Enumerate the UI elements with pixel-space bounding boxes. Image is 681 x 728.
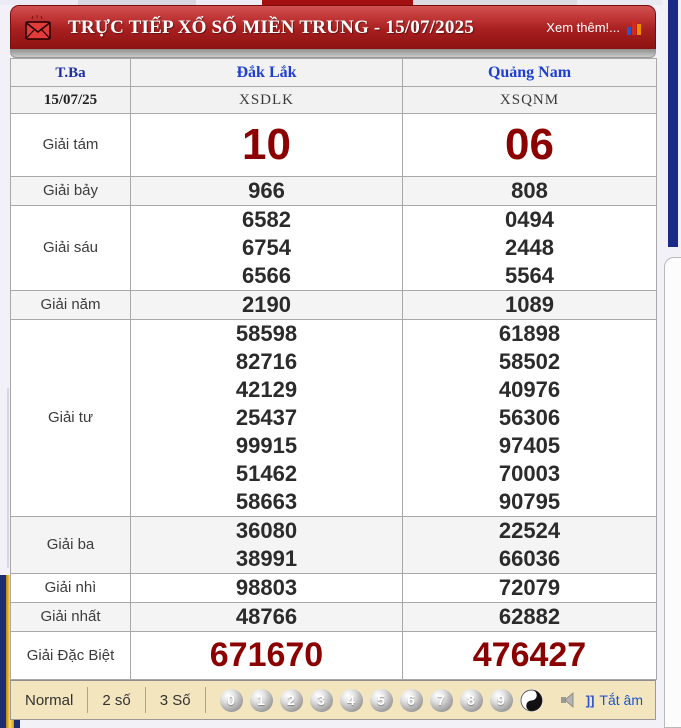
prize-value: 1089: [505, 292, 554, 317]
station-header-daklak[interactable]: Đắk Lắk: [236, 63, 297, 81]
date-row: [11, 87, 657, 114]
prize-value: 72079: [498, 575, 561, 600]
prize-value: 58663: [235, 489, 298, 514]
page-title: TRỰC TIẾP XỔ SỐ MIỀN TRUNG - 15/07/2025: [68, 16, 474, 38]
bar-chart-icon[interactable]: [627, 20, 641, 35]
prize-value: 10: [242, 120, 291, 169]
digit-ball-6[interactable]: 6: [400, 689, 423, 712]
mode-button-3so[interactable]: 3 Số: [159, 691, 191, 709]
prize-value: 25437: [235, 405, 298, 430]
prize-label: Giải Đặc Biệt: [26, 646, 115, 664]
adjacent-panel-corner: [664, 257, 681, 728]
prize-value: 82716: [235, 349, 298, 374]
left-panel-edge: [7, 388, 9, 568]
sound-waves-icon: ]]: [585, 692, 595, 708]
digit-ball-8[interactable]: 8: [460, 689, 483, 712]
prize-value: 476427: [472, 636, 587, 674]
footer-divider: [205, 687, 206, 713]
prize-label: Giải bảy: [42, 182, 99, 199]
prize-value: 2190: [242, 292, 291, 317]
prize-value: 2448: [505, 235, 554, 260]
prize-value: 66036: [498, 546, 561, 571]
prize-row: [11, 114, 657, 177]
prize-row: [11, 291, 657, 320]
prize-label: Giải ba: [46, 536, 95, 553]
prize-label: Giải nhất: [40, 608, 101, 625]
prize-row: [11, 177, 657, 206]
prize-value: 90795: [498, 489, 561, 514]
digit-ball-2[interactable]: 2: [280, 689, 303, 712]
station-code-quangnam: XSQNM: [499, 92, 560, 108]
digit-ball-5[interactable]: 5: [370, 689, 393, 712]
prize-value: 56306: [498, 405, 561, 430]
station-header-quangnam[interactable]: Quảng Nam: [487, 63, 572, 81]
prize-value: 42129: [235, 377, 298, 402]
widget-header: [10, 5, 656, 49]
footer-bar: [10, 680, 656, 720]
prize-value: 6582: [242, 207, 291, 232]
prize-value: 51462: [235, 461, 298, 486]
prize-label: Giải nhì: [44, 579, 97, 596]
prize-row: [11, 206, 657, 291]
prize-label: Giải năm: [40, 296, 101, 313]
prize-value: 06: [505, 120, 554, 169]
speaker-icon: [561, 692, 581, 708]
lottery-widget: [10, 5, 656, 720]
envelope-icon: [24, 15, 52, 41]
prize-row: [11, 320, 657, 517]
date-cell: 15/07/25: [43, 92, 98, 108]
prize-value: 0494: [505, 207, 554, 232]
prize-value: 58598: [235, 321, 298, 346]
digit-ball-7[interactable]: 7: [430, 689, 453, 712]
prize-value: 966: [248, 178, 285, 203]
header-shadow-band: [10, 49, 656, 58]
day-header-row: [11, 59, 657, 87]
digit-ball-1[interactable]: 1: [250, 689, 273, 712]
prize-value: 5564: [505, 263, 554, 288]
digit-ball-9[interactable]: 9: [490, 689, 513, 712]
mute-label: Tắt âm: [599, 692, 643, 708]
prize-value: 38991: [235, 546, 298, 571]
results-table: [10, 58, 657, 680]
mode-button-normal[interactable]: Normal: [25, 691, 74, 709]
digit-balls: [220, 689, 543, 712]
prize-value: 36080: [235, 518, 298, 543]
digit-ball-3[interactable]: 3: [310, 689, 333, 712]
prize-value: 22524: [498, 518, 561, 543]
station-code-daklak: XSDLK: [238, 92, 294, 108]
digit-ball-4[interactable]: 4: [340, 689, 363, 712]
right-navy-bar: [668, 0, 678, 247]
prize-value: 6566: [242, 263, 291, 288]
mute-button[interactable]: [561, 692, 643, 708]
prize-value: 62882: [498, 604, 561, 629]
mode-button-2so[interactable]: 2 số: [102, 691, 131, 709]
day-header-cell[interactable]: T.Ba: [55, 64, 86, 81]
prize-value: 671670: [209, 636, 324, 674]
prize-label: Giải tư: [47, 409, 94, 426]
prize-label: Giải tám: [42, 136, 99, 153]
prize-value: 6754: [242, 235, 291, 260]
prize-row: [11, 517, 657, 574]
prize-value: 70003: [498, 461, 561, 486]
prize-value: 98803: [235, 575, 298, 600]
prize-label: Giải sáu: [42, 239, 99, 256]
prize-row: [11, 574, 657, 603]
prize-value: 40976: [498, 377, 561, 402]
prize-value: 48766: [235, 604, 298, 629]
prize-value: 58502: [498, 349, 561, 374]
see-more-link[interactable]: Xem thêm!...: [546, 20, 620, 35]
prize-value: 61898: [498, 321, 561, 346]
prize-row: [11, 603, 657, 632]
prize-value: 808: [511, 178, 548, 203]
digit-ball-0[interactable]: 0: [220, 689, 243, 712]
prize-value: 99915: [235, 433, 298, 458]
yinyang-ball[interactable]: [520, 689, 543, 712]
prize-row: [11, 632, 657, 680]
prize-value: 97405: [498, 433, 561, 458]
